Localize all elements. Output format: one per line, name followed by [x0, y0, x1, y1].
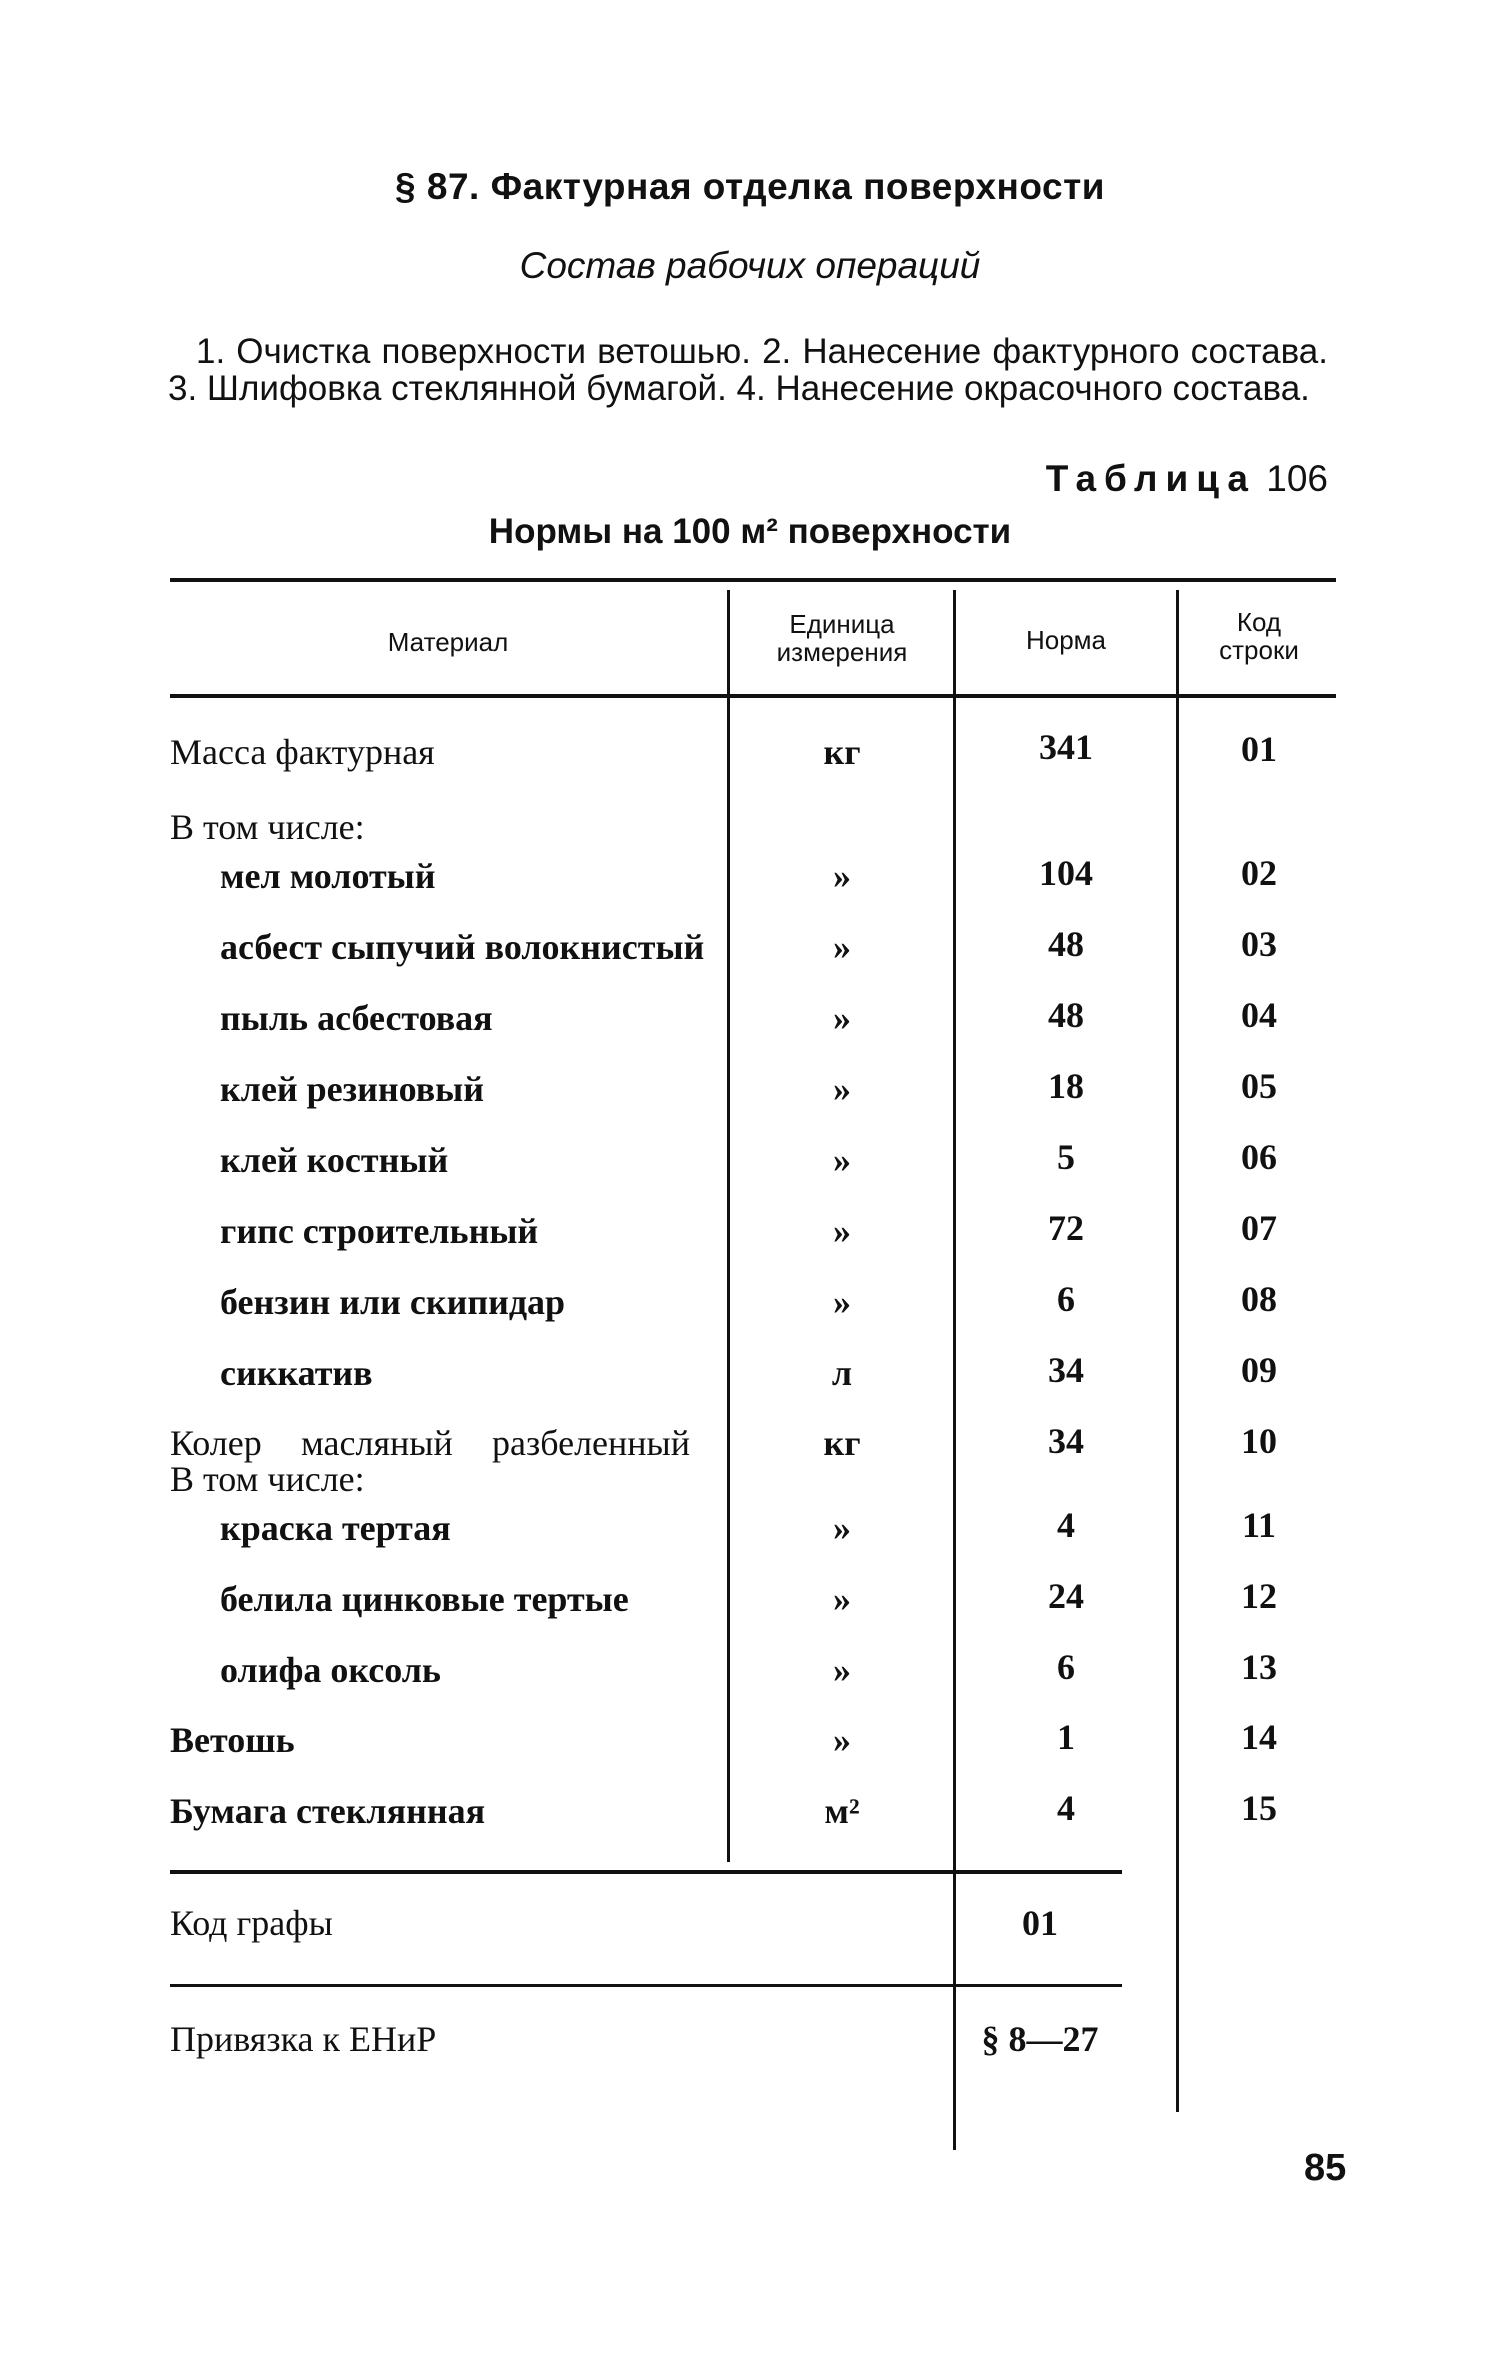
row-norm: 24: [1048, 1576, 1084, 1616]
row-code: 14: [1241, 1717, 1277, 1757]
row-material: клей резиновый: [220, 1069, 485, 1109]
table-label: [1046, 458, 1328, 500]
row-norm: 6: [1057, 1279, 1075, 1319]
operations-text: 1. Очистка поверхности ветошью. 2. Нанесение фактурного состава. 3. Шлифовка стеклянной бумагой. 4. Нанесение окрасочного состава.: [168, 332, 1328, 408]
row-code: 10: [1241, 1421, 1277, 1461]
table-title: Нормы на 100 м² поверхности: [488, 512, 1012, 551]
row-code: 15: [1241, 1788, 1277, 1828]
row-code: 03: [1241, 924, 1277, 964]
row-material: Бумага стеклянная: [170, 1791, 486, 1831]
row-material: Масса фактурная: [170, 732, 435, 772]
row-norm: 72: [1048, 1208, 1084, 1248]
row-code: 13: [1241, 1647, 1277, 1687]
row-code: 12: [1241, 1576, 1277, 1616]
row-material: В том числе:: [170, 807, 365, 847]
row-code: 09: [1241, 1350, 1277, 1390]
table-label-word: Таблица: [1045, 458, 1256, 499]
row-material: Ветошь: [170, 1720, 295, 1760]
header-code: Код строки: [1219, 607, 1299, 665]
row-unit: кг: [823, 1423, 861, 1463]
row-code: 11: [1241, 1505, 1276, 1545]
footer-enir-label: Привязка к ЕНиР: [170, 2019, 437, 2059]
row-norm: 6: [1057, 1647, 1075, 1687]
row-unit: »: [833, 1069, 851, 1109]
row-norm: 4: [1057, 1505, 1075, 1545]
row-material: Колер масляный разбеленный: [170, 1423, 690, 1463]
operations-paragraph: [168, 333, 1328, 407]
row-unit: »: [833, 1720, 851, 1760]
row-norm: 341: [1039, 727, 1093, 767]
table-header-rule: [170, 694, 1336, 698]
row-unit: »: [833, 1650, 851, 1690]
row-unit: »: [833, 1508, 851, 1548]
row-unit: »: [833, 856, 851, 896]
row-material: бензин или скипидар: [220, 1282, 566, 1322]
footer-enir-value: § 8—27: [981, 2019, 1099, 2059]
row-norm: 4: [1057, 1788, 1075, 1828]
row-norm: 34: [1048, 1421, 1084, 1461]
table-top-rule: [170, 578, 1336, 582]
operations-subtitle: Состав рабочих операций: [519, 245, 981, 286]
row-unit: »: [833, 1579, 851, 1619]
row-material: олифа оксоль: [220, 1650, 441, 1690]
header-material: Материал: [387, 627, 509, 657]
row-material: асбест сыпучий волокнистый: [220, 927, 705, 967]
table-footer-rule-2: [170, 1984, 1122, 1987]
row-norm: 18: [1048, 1066, 1084, 1106]
table-label-number: 106: [1266, 458, 1328, 499]
row-unit: »: [833, 1211, 851, 1251]
row-norm: 34: [1048, 1350, 1084, 1390]
table-col-divider-1: [727, 590, 730, 1862]
row-material: мел молотый: [220, 856, 436, 896]
row-code: 04: [1241, 995, 1277, 1035]
row-unit: »: [833, 998, 851, 1038]
row-unit: м²: [824, 1791, 860, 1831]
table-footer-rule-1: [170, 1870, 1122, 1874]
row-norm: 1: [1057, 1717, 1075, 1757]
row-unit: »: [833, 1140, 851, 1180]
table-col-divider-2: [953, 590, 956, 2150]
row-code: 07: [1241, 1208, 1277, 1248]
footer-code-value: 01: [1022, 1903, 1058, 1943]
row-unit: »: [833, 927, 851, 967]
row-norm: 104: [1039, 853, 1093, 893]
row-material: сиккатив: [220, 1353, 373, 1393]
row-code: 01: [1241, 729, 1277, 769]
header-unit: Единица измерения: [776, 609, 908, 667]
table-col-divider-3: [1176, 590, 1179, 2112]
row-norm: 48: [1048, 995, 1084, 1035]
footer-code-label: Код графы: [170, 1903, 333, 1943]
row-unit: »: [833, 1282, 851, 1322]
row-material: гипс строительный: [220, 1211, 539, 1251]
row-material: В том числе:: [170, 1459, 365, 1499]
row-unit: л: [831, 1353, 853, 1393]
row-code: 05: [1241, 1066, 1277, 1106]
row-norm: 5: [1057, 1137, 1075, 1177]
row-code: 06: [1241, 1137, 1277, 1177]
row-unit: кг: [823, 732, 861, 772]
section-title: § 87. Фактурная отделка поверхности: [395, 166, 1105, 207]
header-norm: Норма: [1025, 625, 1107, 655]
row-material: клей костный: [220, 1140, 449, 1180]
row-material: пыль асбестовая: [220, 998, 493, 1038]
row-code: 08: [1241, 1279, 1277, 1319]
page-number: 85: [1304, 2147, 1347, 2189]
row-norm: 48: [1048, 924, 1084, 964]
row-code: 02: [1241, 853, 1277, 893]
row-material: краска тертая: [220, 1508, 451, 1548]
row-material: белила цинковые тертые: [220, 1579, 629, 1619]
